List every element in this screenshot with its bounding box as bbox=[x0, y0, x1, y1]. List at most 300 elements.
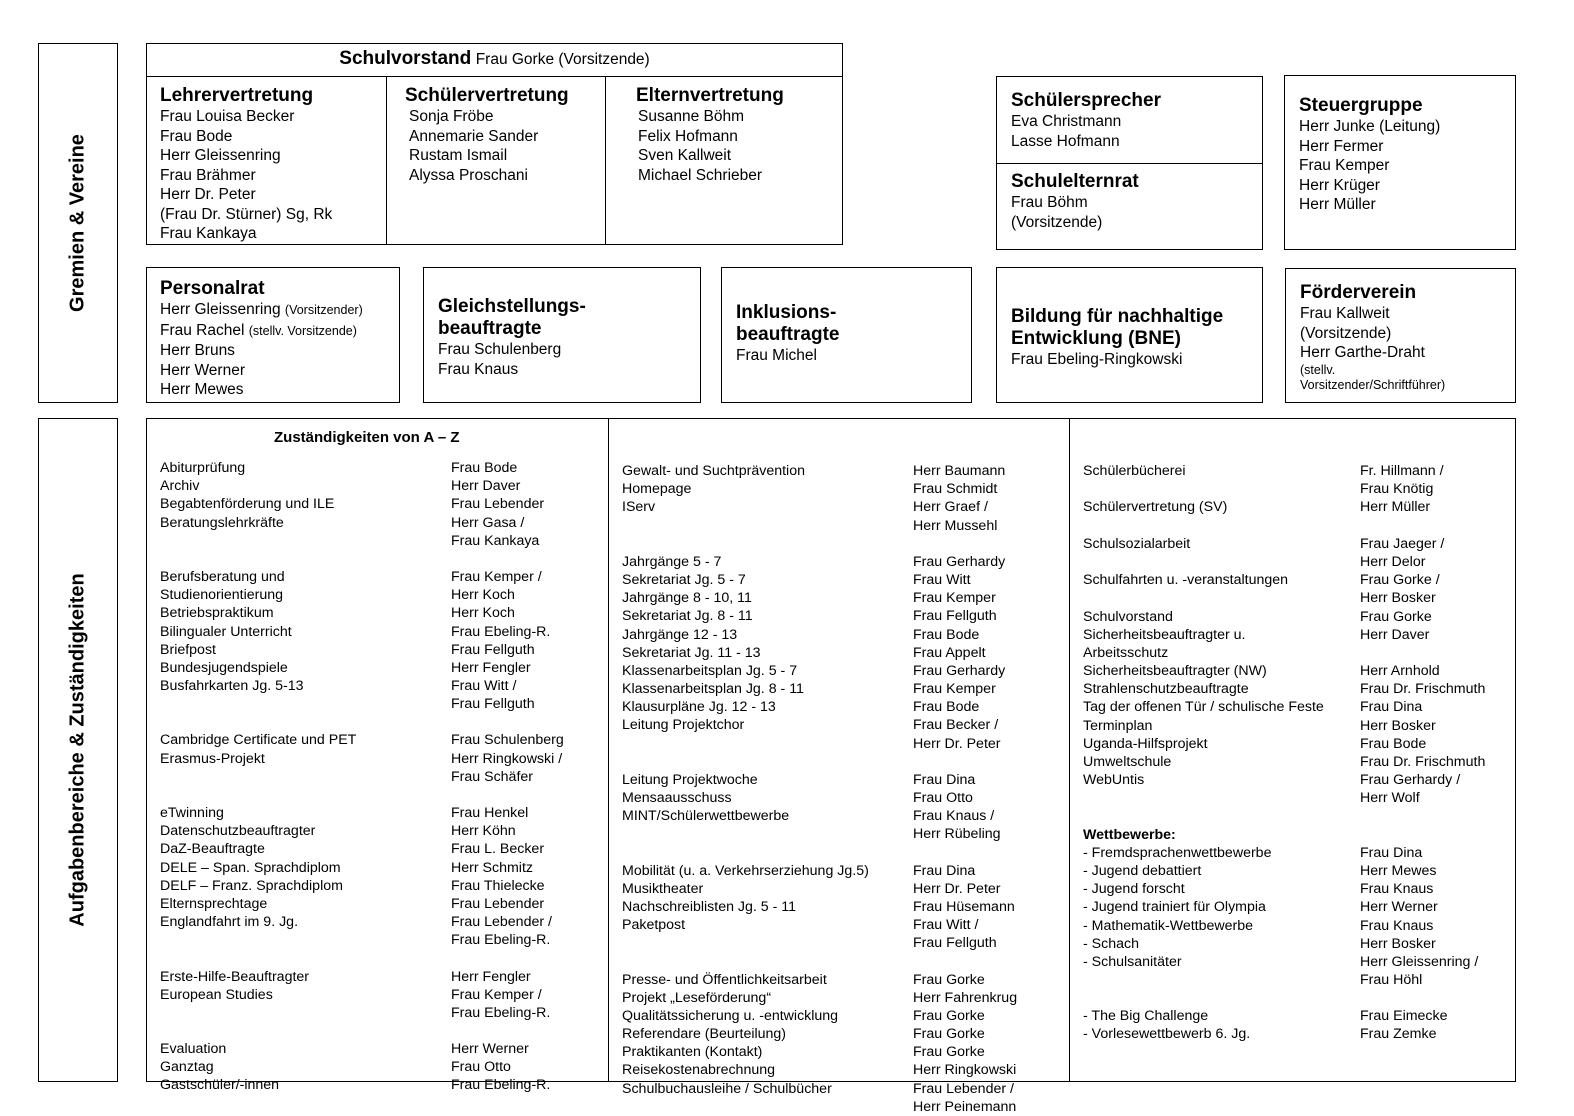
schulelternrat-title: Schulelternrat bbox=[1011, 171, 1139, 192]
az-topic: Umweltschule bbox=[1083, 754, 1172, 770]
az-row bbox=[1083, 826, 1513, 844]
az-person: Frau Lebender bbox=[451, 895, 545, 912]
az-row bbox=[622, 589, 1062, 607]
az-person: Frau Gorke / bbox=[1360, 572, 1440, 589]
az-topic: European Studies bbox=[160, 986, 273, 1003]
member: Frau Ebeling-Ringkowski bbox=[1011, 351, 1183, 368]
az-topic: Wettbewerbe: bbox=[1083, 826, 1176, 843]
az-person: Frau Gerhardy bbox=[913, 662, 1006, 679]
az-topic: Schulvorstand bbox=[1083, 608, 1173, 625]
az-row bbox=[622, 807, 1062, 825]
az-row bbox=[1083, 1025, 1513, 1043]
az-person: Frau Fellguth bbox=[913, 608, 997, 625]
az-person: Herr Köhn bbox=[451, 823, 516, 840]
az-topic: Mensaausschuss bbox=[622, 790, 732, 806]
az-row bbox=[622, 644, 1062, 662]
az-row bbox=[1083, 589, 1513, 607]
member: Herr Junke (Leitung) bbox=[1299, 118, 1441, 135]
inklusion-title-1: Inklusions- bbox=[736, 302, 837, 323]
az-person: Frau Zemke bbox=[1360, 1026, 1437, 1043]
az-person: Frau Gorke bbox=[913, 1026, 985, 1043]
az-row bbox=[1083, 880, 1513, 898]
foerderverein-box bbox=[1285, 268, 1516, 403]
az-topic: Ganztag bbox=[160, 1059, 214, 1076]
gleichstellung-title-1: Gleichstellungs- bbox=[438, 296, 586, 317]
az-title: Zuständigkeiten von A – Z bbox=[274, 429, 460, 446]
az-topic: - Schulsanitäter bbox=[1083, 953, 1182, 970]
steuergruppe-title: Steuergruppe bbox=[1299, 95, 1423, 116]
az-topic: Terminplan bbox=[1083, 717, 1153, 734]
az-topic: Jahrgänge 8 - 10, 11 bbox=[622, 590, 752, 607]
az-person: Herr Werner bbox=[1360, 899, 1438, 916]
az-row bbox=[622, 571, 1062, 589]
az-person: Frau Dina bbox=[913, 771, 976, 788]
az-row bbox=[622, 1025, 1062, 1043]
az-row bbox=[1083, 771, 1513, 789]
az-person: Frau Bode bbox=[1360, 735, 1427, 752]
az-row bbox=[160, 1004, 600, 1022]
az-row bbox=[622, 680, 1062, 698]
az-topic: Beratungslehrkräfte bbox=[160, 514, 284, 531]
az-row bbox=[1083, 480, 1513, 498]
az-row bbox=[622, 480, 1062, 498]
az-row bbox=[160, 895, 600, 913]
az-person: Fr. Hillmann / bbox=[1360, 463, 1444, 479]
az-topic: Nachschreiblisten Jg. 5 - 11 bbox=[622, 898, 797, 915]
schulvorstand-header bbox=[146, 43, 843, 77]
az-person: Herr Daver bbox=[451, 478, 521, 495]
az-topic: Archiv bbox=[160, 478, 200, 495]
az-topic: DaZ-Beauftragte bbox=[160, 841, 265, 858]
member: Frau Brähmer bbox=[160, 166, 256, 184]
az-row bbox=[1083, 753, 1513, 771]
az-person: Herr Mewes bbox=[1360, 862, 1437, 879]
az-row bbox=[622, 789, 1062, 807]
lehrervertretung-title: Lehrervertretung bbox=[160, 85, 314, 106]
az-column-3 bbox=[1083, 462, 1513, 1044]
az-topic: Betriebspraktikum bbox=[160, 605, 274, 622]
az-row bbox=[160, 822, 600, 840]
az-row bbox=[160, 495, 600, 513]
az-row bbox=[1083, 917, 1513, 935]
az-row bbox=[622, 553, 1062, 571]
member: Frau Michel bbox=[736, 347, 817, 364]
az-topic: Homepage bbox=[622, 481, 692, 498]
az-topic: Studienorientierung bbox=[160, 587, 284, 604]
az-row bbox=[160, 804, 600, 822]
az-person: Herr Mussehl bbox=[913, 517, 998, 534]
az-person: Herr Koch bbox=[451, 605, 515, 622]
az-person: Frau Fellguth bbox=[451, 696, 535, 713]
az-row bbox=[160, 750, 600, 768]
az-person: Herr Dr. Peter bbox=[913, 735, 1001, 752]
az-topic: Schulsozialarbeit bbox=[1083, 535, 1191, 552]
az-row bbox=[1083, 462, 1513, 480]
az-topic: Evaluation bbox=[160, 1041, 227, 1058]
az-topic: Referendare (Beurteilung) bbox=[622, 1026, 787, 1043]
az-person: Frau Schäfer bbox=[451, 768, 534, 785]
az-topic: Musiktheater bbox=[622, 880, 704, 897]
az-topic: MINT/Schülerwettbewerbe bbox=[622, 808, 790, 825]
az-topic: Praktikanten (Kontakt) bbox=[622, 1044, 763, 1061]
az-row bbox=[160, 1040, 600, 1058]
az-topic: Sekretariat Jg. 5 - 7 bbox=[622, 571, 746, 588]
az-topic: Leitung Projektchor bbox=[622, 717, 745, 734]
az-row bbox=[622, 1080, 1062, 1098]
az-topic: Uganda-Hilfsprojekt bbox=[1083, 735, 1208, 752]
az-row bbox=[160, 659, 600, 677]
az-person: Frau Bode bbox=[451, 460, 518, 476]
az-topic: Schulfahrten u. -veranstaltungen bbox=[1083, 572, 1289, 589]
member: Herr Mewes bbox=[160, 381, 244, 398]
member: Lasse Hofmann bbox=[1011, 132, 1120, 150]
schulvorstand-title: Schulvorstand bbox=[339, 48, 472, 69]
az-row bbox=[160, 968, 600, 986]
az-row bbox=[1083, 535, 1513, 553]
az-topic: Schulbuchausleihe / Schulbücher bbox=[622, 1080, 832, 1097]
az-row bbox=[622, 862, 1062, 880]
az-topic: Projekt „Leseförderung“ bbox=[622, 989, 772, 1006]
az-person: Herr Müller bbox=[1360, 499, 1431, 516]
az-person: Frau Ebeling-R. bbox=[451, 1004, 551, 1021]
az-person: Herr Wolf bbox=[1360, 790, 1420, 807]
bne-box bbox=[996, 267, 1263, 403]
az-row bbox=[622, 934, 1062, 952]
az-row bbox=[1083, 717, 1513, 735]
az-topic: Sicherheitsbeauftragter u. bbox=[1083, 626, 1246, 643]
member: Sven Kallweit bbox=[638, 147, 732, 164]
az-topic: Sekretariat Jg. 11 - 13 bbox=[622, 644, 761, 661]
az-topic: Leitung Projektwoche bbox=[622, 771, 758, 788]
personalrat-title: Personalrat bbox=[160, 278, 265, 299]
az-person: Frau Dr. Frischmuth bbox=[1360, 681, 1486, 698]
az-topic: Klassenarbeitsplan Jg. 8 - 11 bbox=[622, 681, 804, 698]
az-person: Frau Gorke bbox=[1360, 608, 1432, 625]
az-topic: DELE – Span. Sprachdiplom bbox=[160, 859, 341, 876]
az-row bbox=[1083, 644, 1513, 662]
az-person: Frau L. Becker bbox=[451, 841, 545, 858]
az-row bbox=[1083, 971, 1513, 989]
az-topic: Presse- und Öffentlichkeitsarbeit bbox=[622, 971, 827, 988]
az-person: Frau Kemper / bbox=[451, 986, 542, 1003]
member-note: (Vorsitzender) bbox=[284, 303, 363, 317]
gleichstellung-box bbox=[423, 267, 701, 403]
az-person: Frau Kankaya bbox=[451, 532, 540, 549]
az-row bbox=[1083, 935, 1513, 953]
az-person: Frau Dina bbox=[913, 862, 976, 879]
az-person: Herr Daver bbox=[1360, 626, 1430, 643]
az-person: Frau Ebeling-R. bbox=[451, 932, 551, 949]
az-person: Frau Fellguth bbox=[913, 935, 997, 952]
az-row bbox=[160, 913, 600, 931]
az-person: Frau Henkel bbox=[451, 805, 529, 821]
az-person: Herr Gleissenring / bbox=[1360, 953, 1479, 970]
az-person: Frau Lebender / bbox=[913, 1080, 1014, 1097]
az-topic: - Jugend forscht bbox=[1083, 881, 1185, 898]
az-topic: Reisekostenabrechnung bbox=[622, 1062, 776, 1079]
az-row bbox=[622, 607, 1062, 625]
az-topic: Bilingualer Unterricht bbox=[160, 623, 292, 640]
member: (Vorsitzende) bbox=[1300, 324, 1392, 342]
steuergruppe-box bbox=[1284, 75, 1516, 250]
az-row bbox=[622, 1061, 1062, 1079]
az-row bbox=[160, 459, 600, 477]
az-person: Herr Peinemann bbox=[913, 1098, 1017, 1115]
member: Eva Christmann bbox=[1011, 113, 1122, 130]
bne-title-1: Bildung für nachhaltige bbox=[1011, 306, 1224, 327]
az-row bbox=[622, 626, 1062, 644]
az-row bbox=[160, 877, 600, 895]
az-person: Frau Witt bbox=[913, 571, 971, 588]
az-person: Frau Otto bbox=[451, 1059, 511, 1076]
az-topic: Klassenarbeitsplan Jg. 5 - 7 bbox=[622, 662, 798, 679]
az-person: Frau Becker / bbox=[913, 717, 999, 734]
az-topic: eTwinning bbox=[160, 805, 224, 821]
az-row bbox=[622, 971, 1062, 989]
gleichstellung-title-2: beauftragte bbox=[438, 318, 542, 339]
member: Rustam Ismail bbox=[409, 147, 508, 164]
az-row bbox=[1083, 517, 1513, 535]
az-row bbox=[160, 1058, 600, 1076]
az-row bbox=[1083, 698, 1513, 716]
az-row bbox=[160, 514, 600, 532]
az-topic: Berufsberatung und bbox=[160, 568, 285, 585]
label-gremien-text: Gremien & Vereine bbox=[66, 134, 89, 312]
az-topic: Schülerbücherei bbox=[1083, 463, 1186, 479]
az-person: Herr Werner bbox=[451, 1041, 529, 1058]
member: Frau Knaus bbox=[438, 360, 519, 378]
az-row bbox=[160, 695, 600, 713]
az-row bbox=[1083, 571, 1513, 589]
az-topic: IServ bbox=[622, 499, 656, 516]
az-topic: Tag der offenen Tür / schulische Feste bbox=[1083, 699, 1324, 716]
az-topic: - The Big Challenge bbox=[1083, 1008, 1209, 1025]
member: Susanne Böhm bbox=[638, 108, 744, 125]
az-person: Frau Ebeling-R. bbox=[451, 623, 551, 640]
az-person: Frau Jaeger / bbox=[1360, 535, 1445, 552]
az-row bbox=[160, 731, 600, 749]
az-column-2 bbox=[622, 462, 1062, 1116]
az-row bbox=[1083, 862, 1513, 880]
member-note: (stellv. bbox=[1300, 362, 1336, 377]
member: Herr Gleissenring bbox=[160, 301, 281, 318]
az-person: Herr Delor bbox=[1360, 553, 1426, 570]
az-person: Herr Bosker bbox=[1360, 717, 1436, 734]
az-row bbox=[160, 859, 600, 877]
az-row bbox=[160, 931, 600, 949]
az-topic: Mobilität (u. a. Verkehrserziehung Jg.5) bbox=[622, 862, 869, 879]
az-topic: - Jugend debattiert bbox=[1083, 862, 1202, 879]
az-row bbox=[1083, 844, 1513, 862]
member: Frau Bode bbox=[160, 127, 233, 145]
az-row bbox=[1083, 662, 1513, 680]
az-row bbox=[622, 916, 1062, 934]
az-topic: WebUntis bbox=[1083, 772, 1145, 789]
az-topic: Sekretariat Jg. 8 - 11 bbox=[622, 608, 753, 625]
az-topic: Englandfahrt im 9. Jg. bbox=[160, 914, 299, 931]
az-person: Frau Gerhardy / bbox=[1360, 772, 1461, 789]
az-person: Frau Schulenberg bbox=[451, 732, 564, 749]
member: Annemarie Sander bbox=[409, 127, 539, 145]
az-row bbox=[622, 1043, 1062, 1061]
az-row bbox=[160, 568, 600, 586]
az-person: Frau Hüsemann bbox=[913, 898, 1015, 915]
az-row bbox=[160, 1076, 600, 1094]
vertretungen-box bbox=[146, 76, 843, 245]
member: Michael Schrieber bbox=[638, 166, 763, 184]
az-person: Frau Dina bbox=[1360, 844, 1423, 861]
member: (Vorsitzende) bbox=[1011, 213, 1103, 231]
bne-title-2: Entwicklung (BNE) bbox=[1011, 328, 1181, 349]
az-person: Herr Fahrenkrug bbox=[913, 989, 1018, 1006]
az-row bbox=[622, 462, 1062, 480]
az-person: Herr Gasa / bbox=[451, 514, 525, 531]
az-person: Frau Witt / bbox=[913, 917, 979, 934]
az-person: Frau Bode bbox=[913, 699, 980, 716]
az-topic: - Vorlesewettbewerb 6. Jg. bbox=[1083, 1026, 1251, 1043]
az-person: Frau Ebeling-R. bbox=[451, 1077, 551, 1094]
member: Herr Werner bbox=[160, 361, 245, 379]
az-row bbox=[622, 771, 1062, 789]
member: Herr Fermer bbox=[1299, 137, 1384, 155]
az-person: Frau Knaus / bbox=[913, 808, 995, 825]
az-row bbox=[160, 477, 600, 495]
az-topic: - Mathematik-Wettbewerbe bbox=[1083, 917, 1254, 934]
az-person: Herr Bosker bbox=[1360, 590, 1436, 607]
schuelersprecher-title: Schülersprecher bbox=[1011, 90, 1161, 111]
az-person: Herr Rübeling bbox=[913, 826, 1001, 843]
member: Frau Kemper bbox=[1299, 157, 1390, 174]
az-person: Frau Kemper bbox=[913, 590, 996, 607]
az-row bbox=[622, 662, 1062, 680]
az-row bbox=[622, 1098, 1062, 1116]
az-row bbox=[1083, 680, 1513, 698]
member: Alyssa Proschani bbox=[409, 166, 528, 184]
az-person: Frau Otto bbox=[913, 790, 973, 806]
lehrervertretung-section bbox=[147, 77, 387, 244]
az-person: Frau Knötig bbox=[1360, 481, 1434, 498]
member: Frau Kankaya bbox=[160, 225, 257, 242]
az-row bbox=[622, 498, 1062, 516]
member: Frau Kallweit bbox=[1300, 305, 1390, 322]
az-person: Herr Schmitz bbox=[451, 859, 533, 876]
az-topic: Jahrgänge 12 - 13 bbox=[622, 626, 738, 643]
az-row bbox=[1083, 789, 1513, 807]
inklusion-title-2: beauftragte bbox=[736, 324, 840, 345]
member: Frau Rachel bbox=[160, 321, 245, 339]
az-row bbox=[1083, 1007, 1513, 1025]
az-row bbox=[622, 716, 1062, 734]
az-topic: Datenschutzbeauftragter bbox=[160, 823, 316, 840]
az-person: Frau Bode bbox=[913, 626, 980, 643]
az-person: Frau Schmidt bbox=[913, 481, 998, 498]
az-person: Herr Fengler bbox=[451, 659, 531, 676]
az-row bbox=[1083, 498, 1513, 516]
az-row bbox=[1083, 608, 1513, 626]
az-person: Herr Ringkowski bbox=[913, 1062, 1017, 1079]
member: Frau Böhm bbox=[1011, 194, 1088, 211]
az-person: Frau Appelt bbox=[913, 644, 986, 661]
az-topic: Qualitätssicherung u. -entwicklung bbox=[622, 1007, 839, 1024]
az-row bbox=[622, 517, 1062, 535]
az-person: Frau Dr. Frischmuth bbox=[1360, 754, 1486, 770]
elternvertretung-section bbox=[606, 77, 784, 185]
member: Herr Garthe-Draht bbox=[1300, 344, 1425, 361]
schulelternrat-box bbox=[996, 163, 1263, 250]
elternvertretung-title: Elternvertretung bbox=[636, 85, 784, 106]
inklusion-box bbox=[721, 267, 972, 403]
az-topic: Erasmus-Projekt bbox=[160, 750, 265, 767]
az-column-1 bbox=[160, 459, 600, 1095]
az-person: Frau Gorke bbox=[913, 971, 985, 988]
az-row bbox=[160, 641, 600, 659]
az-topic: Schülervertretung (SV) bbox=[1083, 499, 1228, 516]
schuelervertretung-section bbox=[387, 77, 606, 244]
member: Felix Hofmann bbox=[638, 127, 738, 145]
az-row bbox=[622, 898, 1062, 916]
az-person: Herr Arnhold bbox=[1360, 663, 1440, 680]
az-person: Frau Knaus bbox=[1360, 881, 1434, 898]
az-person: Frau Kemper bbox=[913, 681, 996, 698]
az-topic: Jahrgänge 5 - 7 bbox=[622, 553, 722, 570]
az-row bbox=[160, 604, 600, 622]
az-row bbox=[1083, 626, 1513, 644]
az-person: Frau Witt / bbox=[451, 678, 517, 695]
az-box bbox=[146, 418, 1516, 1115]
schuelervertretung-title: Schülervertretung bbox=[405, 85, 569, 106]
az-topic: Gastschüler/-innen bbox=[160, 1077, 280, 1094]
az-person: Herr Bosker bbox=[1360, 935, 1436, 952]
az-row bbox=[1083, 953, 1513, 971]
az-person: Frau Eimecke bbox=[1360, 1008, 1448, 1025]
member: Herr Bruns bbox=[160, 342, 235, 359]
foerderverein-title: Förderverein bbox=[1300, 282, 1417, 303]
member: Herr Gleissenring bbox=[160, 147, 281, 164]
az-person: Frau Dina bbox=[1360, 699, 1423, 716]
az-topic: - Jugend trainiert für Olympia bbox=[1083, 899, 1266, 916]
az-topic: Arbeitsschutz bbox=[1083, 644, 1169, 661]
az-person: Frau Lebender bbox=[451, 496, 545, 513]
az-topic: Gewalt- und Suchtprävention bbox=[622, 463, 805, 479]
az-topic: - Schach bbox=[1083, 935, 1139, 952]
az-row bbox=[622, 825, 1062, 843]
az-topic: Abiturprüfung bbox=[160, 460, 246, 476]
az-topic: Begabtenförderung und ILE bbox=[160, 496, 335, 513]
member-note: Vorsitzender/Schriftführer) bbox=[1300, 377, 1446, 392]
label-aufgaben-text: Aufgabenbereiche & Zuständigkeiten bbox=[66, 573, 89, 927]
personalrat-box bbox=[146, 267, 400, 403]
az-topic: Erste-Hilfe-Beauftragter bbox=[160, 968, 310, 985]
az-row bbox=[160, 986, 600, 1004]
az-topic: Bundesjugendspiele bbox=[160, 659, 288, 676]
az-person: Herr Ringkowski / bbox=[451, 750, 563, 767]
az-topic: Briefpost bbox=[160, 641, 216, 658]
az-topic: Busfahrkarten Jg. 5-13 bbox=[160, 678, 304, 695]
az-row bbox=[622, 989, 1062, 1007]
az-row bbox=[160, 840, 600, 858]
az-row bbox=[160, 677, 600, 695]
label-aufgaben bbox=[38, 418, 118, 1082]
member: Sonja Fröbe bbox=[409, 108, 494, 125]
az-topic: - Fremdsprachenwettbewerbe bbox=[1083, 844, 1272, 861]
az-person: Frau Gorke bbox=[913, 1044, 985, 1061]
az-person: Herr Fengler bbox=[451, 968, 531, 985]
az-topic: Klausurpläne Jg. 12 - 13 bbox=[622, 699, 776, 716]
az-row bbox=[622, 880, 1062, 898]
member-note: (stellv. Vorsitzende) bbox=[248, 323, 357, 338]
member: Herr Krüger bbox=[1299, 176, 1380, 194]
az-row bbox=[160, 623, 600, 641]
